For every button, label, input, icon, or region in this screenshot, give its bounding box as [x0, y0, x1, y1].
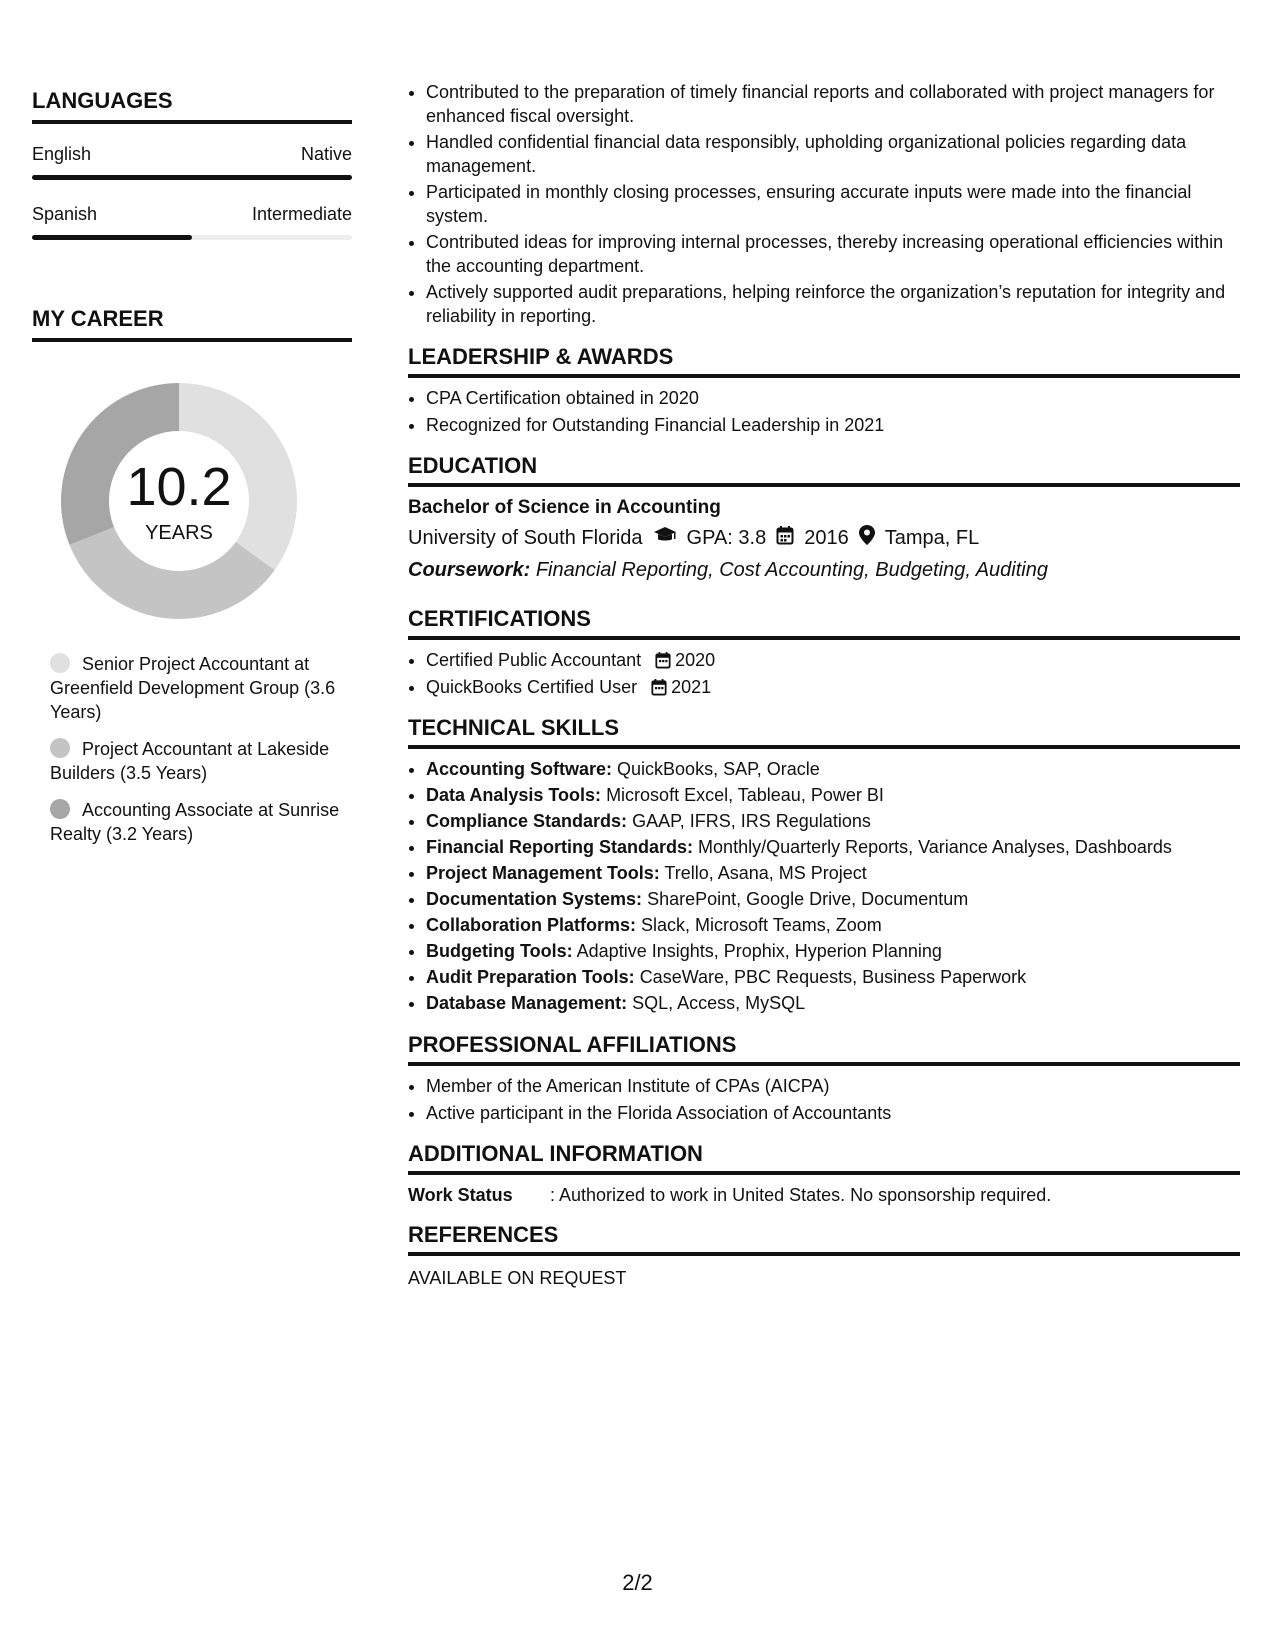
- education-heading: EDUCATION: [408, 453, 1240, 487]
- experience-bullet: • Contributed ideas for improving internal processes, thereby increasing operational efficiencies within the accounting department.: [426, 230, 1240, 278]
- education-coursework: [408, 559, 1240, 582]
- certification-item: [426, 648, 1240, 672]
- legend-dot-icon: [50, 799, 70, 819]
- experience-bullets: [408, 80, 1240, 328]
- skills-list: [408, 757, 1240, 1016]
- calendar-icon: [655, 651, 671, 669]
- skill-label: Documentation Systems:: [426, 889, 643, 909]
- language-proficiency-bar: [32, 235, 352, 240]
- certifications-heading: CERTIFICATIONS: [408, 606, 1240, 640]
- skill-label: Accounting Software:: [426, 759, 613, 779]
- education-year: 2016: [804, 526, 849, 549]
- work-status-row: [408, 1185, 1240, 1206]
- skill-value: Monthly/Quarterly Reports, Variance Analyses, Dashboards: [698, 837, 1172, 857]
- sidebar: [32, 88, 352, 859]
- career-legend: [32, 652, 352, 846]
- skill-item: [426, 939, 1240, 964]
- skills-heading: TECHNICAL SKILLS: [408, 715, 1240, 749]
- certification-year: 2021: [671, 677, 712, 697]
- skill-item: [426, 913, 1240, 938]
- legend-dot-icon: [50, 738, 70, 758]
- coursework-list: Financial Reporting, Cost Accounting, Budgeting, Auditing: [535, 559, 1048, 581]
- skill-value: GAAP, IFRS, IRS Regulations: [632, 811, 871, 831]
- affiliations-list: [408, 1074, 1240, 1125]
- education-school: University of South Florida: [408, 526, 643, 549]
- certification-item: [426, 675, 1240, 699]
- skill-label: Compliance Standards:: [426, 811, 628, 831]
- language-name: English: [32, 144, 92, 164]
- career-total-unit: YEARS: [145, 522, 213, 544]
- work-status-value: : Authorized to work in United States. No sponsorship required.: [550, 1185, 1052, 1205]
- coursework-label: Coursework:: [408, 559, 531, 581]
- affiliations-heading: PROFESSIONAL AFFILIATIONS: [408, 1032, 1240, 1066]
- skill-item: [426, 991, 1240, 1016]
- skill-value: Microsoft Excel, Tableau, Power BI: [606, 785, 884, 805]
- experience-bullet: • Participated in monthly closing processes, ensuring accurate inputs were made into the financial system.: [426, 180, 1240, 228]
- career-legend-item: [50, 652, 352, 724]
- career-donut-center: [54, 376, 304, 626]
- skill-value: Slack, Microsoft Teams, Zoom: [641, 915, 882, 935]
- career-total-years: 10.2: [126, 457, 232, 517]
- skill-item: [426, 965, 1240, 990]
- skill-label: Budgeting Tools:: [426, 941, 573, 961]
- additional-info-heading: ADDITIONAL INFORMATION: [408, 1141, 1240, 1175]
- skill-label: Audit Preparation Tools:: [426, 967, 635, 987]
- certification-date: [655, 650, 715, 670]
- leadership-item: • CPA Certification obtained in 2020: [426, 386, 1240, 410]
- affiliation-item: • Member of the American Institute of CPAs (AICPA): [426, 1074, 1240, 1098]
- affiliation-item: • Active participant in the Florida Association of Accountants: [426, 1101, 1240, 1125]
- language-name: Spanish: [32, 204, 98, 224]
- legend-dot-icon: [50, 653, 70, 673]
- language-proficiency-bar: [32, 175, 352, 180]
- language-item: [32, 144, 352, 180]
- certification-year: 2020: [675, 650, 716, 670]
- language-item: [32, 204, 352, 240]
- education-degree: Bachelor of Science in Accounting: [408, 497, 721, 518]
- references-text: AVAILABLE ON REQUEST: [408, 1268, 627, 1288]
- education-gpa: GPA: 3.8: [686, 526, 767, 549]
- calendar-icon: [651, 678, 667, 696]
- certification-date: [651, 677, 711, 697]
- skill-item: [426, 783, 1240, 808]
- skill-item: [426, 835, 1240, 860]
- language-proficiency-fill: [32, 175, 352, 180]
- skill-value: Trello, Asana, MS Project: [664, 863, 867, 883]
- certification-name: Certified Public Accountant: [426, 650, 642, 670]
- language-level: Native: [300, 144, 352, 164]
- work-status-label: Work Status: [408, 1185, 513, 1205]
- career-legend-text: Project Accountant at Lakeside Builders (3.5 Years): [50, 739, 330, 783]
- experience-bullet: • Handled confidential financial data responsibly, upholding organizational policies regarding data management.: [426, 130, 1240, 178]
- language-proficiency-fill: [32, 235, 192, 240]
- certifications-list: [408, 648, 1240, 699]
- skill-value: SQL, Access, MySQL: [632, 993, 806, 1013]
- leadership-item: • Recognized for Outstanding Financial Leadership in 2021: [426, 413, 1240, 437]
- skill-label: Data Analysis Tools:: [426, 785, 602, 805]
- education-details: [408, 525, 1240, 551]
- career-heading: MY CAREER: [32, 306, 352, 342]
- skill-value: CaseWare, PBC Requests, Business Paperwork: [639, 967, 1027, 987]
- skill-value: Adaptive Insights, Prophix, Hyperion Planning: [576, 941, 942, 961]
- page-number: 2/2: [622, 1570, 653, 1595]
- skill-item: [426, 887, 1240, 912]
- education-location: Tampa, FL: [884, 526, 980, 549]
- experience-bullet: • Contributed to the preparation of timely financial reports and collaborated with project managers for enhanced fiscal oversight.: [426, 80, 1240, 128]
- map-pin-icon: [859, 525, 875, 551]
- main-column: [408, 80, 1240, 1289]
- experience-bullet: • Actively supported audit preparations, helping reinforce the organization’s reputation for integrity and reliability in reporting.: [426, 280, 1240, 328]
- leadership-heading: LEADERSHIP & AWARDS: [408, 344, 1240, 378]
- skill-item: [426, 861, 1240, 886]
- skill-label: Project Management Tools:: [426, 863, 660, 883]
- skill-label: Database Management:: [426, 993, 628, 1013]
- career-legend-text: Accounting Associate at Sunrise Realty (3.2 Years): [50, 800, 340, 844]
- career-legend-item: [50, 737, 352, 785]
- calendar-icon: [776, 525, 794, 551]
- graduation-cap-icon: [653, 526, 677, 550]
- language-level: Intermediate: [251, 204, 352, 224]
- skill-label: Financial Reporting Standards:: [426, 837, 694, 857]
- skill-item: [426, 757, 1240, 782]
- career-legend-text: Senior Project Accountant at Greenfield Development Group (3.6 Years): [50, 654, 336, 722]
- career-legend-item: [50, 798, 352, 846]
- education-entry: [408, 497, 1240, 582]
- skill-item: [426, 809, 1240, 834]
- career-donut-chart: [54, 376, 304, 626]
- skill-value: SharePoint, Google Drive, Documentum: [647, 889, 969, 909]
- certification-name: QuickBooks Certified User: [426, 677, 638, 697]
- references-heading: REFERENCES: [408, 1222, 1240, 1256]
- languages-heading: LANGUAGES: [32, 88, 352, 124]
- leadership-list: [408, 386, 1240, 437]
- skill-value: QuickBooks, SAP, Oracle: [617, 759, 820, 779]
- skill-label: Collaboration Platforms:: [426, 915, 637, 935]
